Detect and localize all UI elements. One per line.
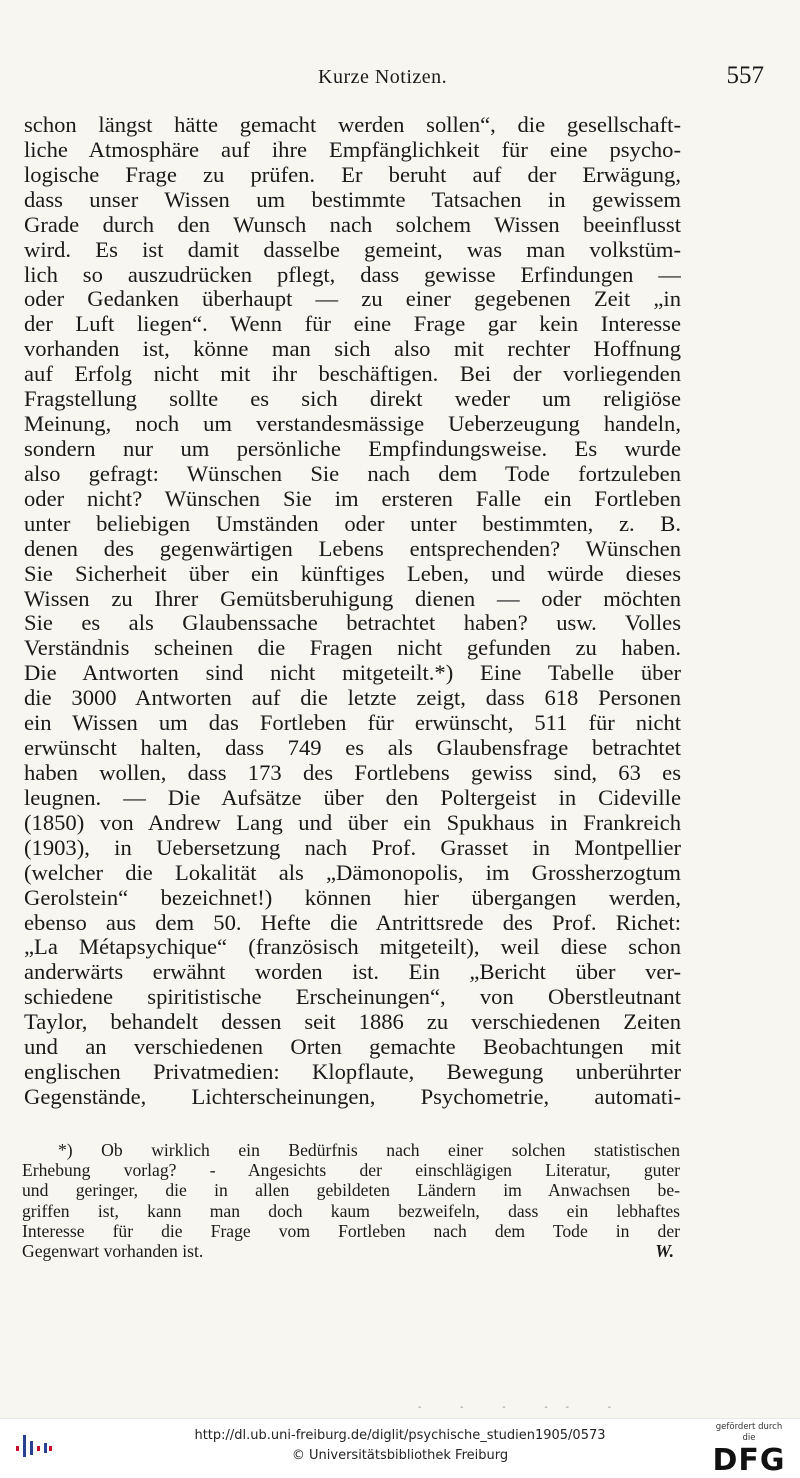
body-line: unter beliebigen Umständen oder unter bestimmten, z. B. bbox=[24, 511, 681, 536]
dfg-caption: gefördert durch die bbox=[715, 1422, 783, 1443]
body-line: Verständnis scheinen die Fragen nicht gefunden zu haben. bbox=[24, 636, 681, 661]
footnote bbox=[22, 1140, 680, 1261]
body-line: (1903), in Uebersetzung nach Prof. Grasset in Montpellier bbox=[24, 835, 681, 860]
body-line: erwünscht halten, dass 749 es als Glaubensfrage betrachtet bbox=[24, 736, 681, 761]
running-head bbox=[22, 58, 778, 92]
scan-artifact-marks: - - - -- - bbox=[418, 1402, 630, 1413]
running-title: Kurze Notizen. bbox=[318, 66, 448, 88]
dfg-logo: DFG bbox=[712, 1443, 786, 1478]
footnote-last-line bbox=[22, 1241, 680, 1261]
body-line: die 3000 Antworten auf die letzte zeigt, dass 618 Personen bbox=[24, 686, 681, 711]
body-line: vorhanden ist, könne man sich also mit rechter Hoffnung bbox=[24, 337, 681, 362]
footnote-line: griffen ist, kann man doch kaum bezweifeln, dass ein lebhaftes bbox=[22, 1200, 680, 1221]
footnote-line: Erhebung vorlag? - Angesichts der einschlägigen Literatur, guter bbox=[22, 1160, 680, 1181]
body-line: leugnen. — Die Aufsätze über den Poltergeist in Cideville bbox=[24, 785, 681, 810]
body-line: Taylor, behandelt dessen seit 1886 zu verschiedenen Zeiten bbox=[24, 1010, 681, 1035]
body-line: liche Atmosphäre auf ihre Empfänglichkeit für eine psycho- bbox=[24, 137, 681, 162]
body-line: oder Gedanken überhaupt — zu einer gegebenen Zeit „in bbox=[24, 287, 681, 312]
footnote-line: *) Ob wirklich ein Bedürfnis nach einer solchen statistischen bbox=[58, 1140, 680, 1160]
body-line: oder nicht? Wünschen Sie im ersteren Falle ein Fortleben bbox=[24, 486, 681, 511]
body-line: ebenso aus dem 50. Hefte die Antrittsrede des Prof. Richet: bbox=[24, 910, 681, 935]
body-line: (1850) von Andrew Lang und über ein Spukhaus in Frankreich bbox=[24, 810, 681, 835]
body-line: Sie es als Glaubenssache betrachtet haben? usw. Volles bbox=[24, 611, 681, 636]
viewer-footer-bar bbox=[0, 1418, 800, 1478]
body-line: denen des gegenwärtigen Lebens entsprechenden? Wünschen bbox=[24, 536, 681, 561]
body-line: „La Métapsychique“ (französisch mitgeteilt), weil diese schon bbox=[24, 935, 681, 960]
body-line: wird. Es ist damit dasselbe gemeint, was man volkstüm- bbox=[24, 237, 681, 262]
body-line: Gerolstein“ bezeichnet!) können hier übergangen werden, bbox=[24, 885, 681, 910]
body-line: logische Frage zu prüfen. Er beruht auf der Erwägung, bbox=[24, 162, 681, 187]
body-line: (welcher die Lokalität als „Dämonopolis, im Grossherzogtum bbox=[24, 860, 681, 885]
body-line: Gegenstände, Lichterscheinungen, Psychometrie, automati- bbox=[24, 1084, 681, 1109]
footnote-line: Interesse für die Frage vom Fortleben nach dem Tode in der bbox=[22, 1220, 680, 1241]
body-line: schon längst hätte gemacht werden sollen“, die gesellschaft- bbox=[24, 113, 681, 137]
body-line: Meinung, noch um verstandesmässige Ueberzeugung handeln, bbox=[24, 412, 681, 437]
dfg-funding-badge bbox=[708, 1422, 790, 1478]
body-line: Wissen zu Ihrer Gemütsberuhigung dienen — oder möchten bbox=[24, 586, 681, 611]
body-line: englischen Privatmedien: Klopflaute, Bewegung unberührter bbox=[24, 1060, 681, 1085]
body-line: sondern nur um persönliche Empfindungsweise. Es wurde bbox=[24, 436, 681, 461]
body-text bbox=[24, 113, 681, 1110]
body-line: ein Wissen um das Fortleben für erwünscht, 511 für nicht bbox=[24, 711, 681, 736]
footnote-line-text: Gegenwart vorhanden ist. bbox=[22, 1240, 204, 1261]
page-number: 557 bbox=[726, 62, 764, 89]
body-line: schiedene spiritistische Erscheinungen“, von Oberstleutnant bbox=[24, 985, 681, 1010]
body-line: Grade durch den Wunsch nach solchem Wissen beeinflusst bbox=[24, 212, 681, 237]
copyright-notice: © Universitätsbibliothek Freiburg bbox=[291, 1448, 509, 1463]
body-line: und an verschiedenen Orten gemachte Beobachtungen mit bbox=[24, 1035, 681, 1060]
body-line: lich so auszudrücken pflegt, dass gewisse Erfindungen — bbox=[24, 262, 681, 287]
body-line: haben wollen, dass 173 des Fortlebens gewiss sind, 63 es bbox=[24, 760, 681, 785]
body-line: Fragstellung sollte es sich direkt weder um religiöse bbox=[24, 387, 681, 412]
body-line: Sie Sicherheit über ein künftiges Leben, und würde dieses bbox=[24, 561, 681, 586]
body-line: Die Antworten sind nicht mitgeteilt.*) Eine Tabelle über bbox=[24, 661, 681, 686]
body-line: also gefragt: Wünschen Sie nach dem Tode fortzuleben bbox=[24, 461, 681, 486]
body-line: der Luft liegen“. Wenn für eine Frage gar kein Interesse bbox=[24, 312, 681, 337]
permalink-url[interactable]: http://dl.ub.uni-freiburg.de/diglit/psychische_studien1905/0573 bbox=[194, 1428, 606, 1443]
body-line: dass unser Wissen um bestimmte Tatsachen in gewissem bbox=[24, 187, 681, 212]
body-line: anderwärts erwähnt worden ist. Ein „Bericht über ver- bbox=[24, 960, 681, 985]
footnote-signature: W. bbox=[655, 1240, 674, 1261]
footnote-line: und geringer, die in allen gebildeten Ländern im Anwachsen be- bbox=[22, 1180, 680, 1201]
body-line: auf Erfolg nicht mit ihr beschäftigen. Bei der vorliegenden bbox=[24, 362, 681, 387]
